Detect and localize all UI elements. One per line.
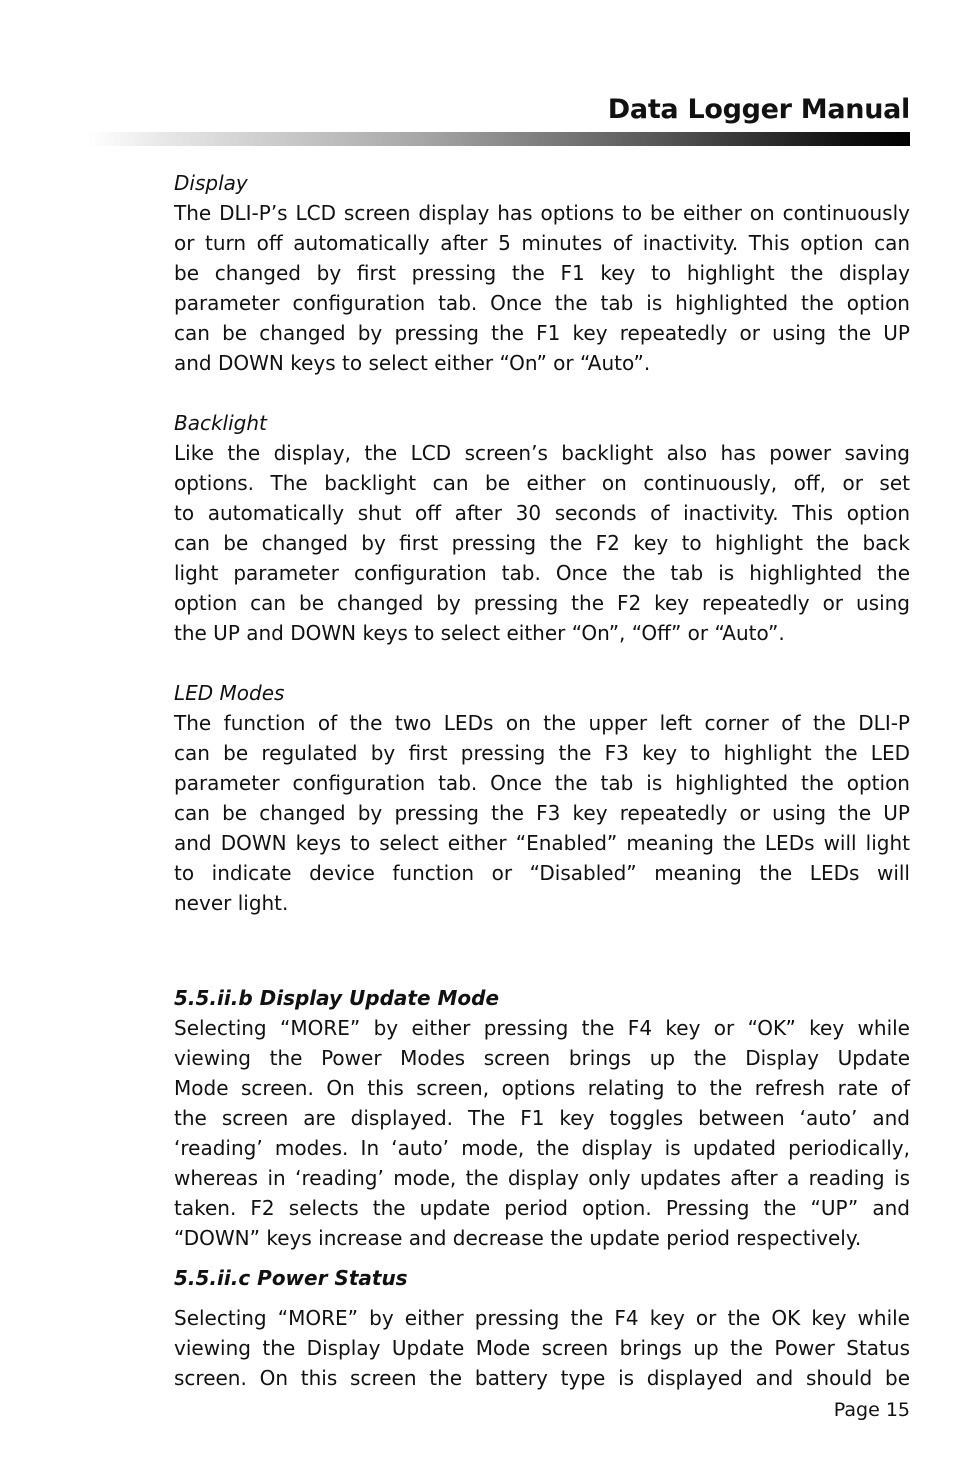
paragraph-line: and DOWN keys to select either “Enabled” meaning the LEDs will light [174, 831, 910, 855]
paragraph-line: light parameter configuration tab. Once the tab is highlighted the [174, 561, 910, 585]
header-gradient-rule [88, 132, 910, 146]
section-spacer [174, 918, 910, 953]
paragraph-line: can be changed by pressing the F3 key repeatedly or using the UP [174, 801, 910, 825]
paragraph-line: parameter configuration tab. Once the tab is highlighted the option [174, 771, 910, 795]
section-paragraph-display [174, 198, 910, 378]
page-number: Page 15 [833, 1399, 910, 1421]
section-heading-led-modes: LED Modes [174, 681, 285, 705]
section-spacer [174, 953, 910, 983]
paragraph-line: options. The backlight can be either on continuously, off, or set [174, 471, 910, 495]
paragraph-line: never light. [174, 891, 289, 915]
paragraph-line: option can be changed by pressing the F2 key repeatedly or using [174, 591, 910, 615]
paragraph-line: can be changed by pressing the F1 key repeatedly or using the UP [174, 321, 910, 345]
section-heading-display: Display [174, 171, 248, 195]
paragraph-line: and DOWN keys to select either “On” or “Auto”. [174, 351, 651, 375]
section-paragraph-display-update-mode [174, 1013, 910, 1253]
section-paragraph-power-status [174, 1303, 910, 1393]
paragraph-line: be changed by first pressing the F1 key to highlight the display [174, 261, 910, 285]
paragraph-line: can be regulated by first pressing the F3 key to highlight the LED [174, 741, 910, 765]
paragraph-line: Like the display, the LCD screen’s backlight also has power saving [174, 441, 910, 465]
section-spacer [174, 1293, 910, 1303]
paragraph-line: or turn off automatically after 5 minutes of inactivity. This option can [174, 231, 910, 255]
paragraph-line: ‘reading’ modes. In ‘auto’ mode, the display is updated periodically, [174, 1136, 910, 1160]
section-spacer [174, 648, 910, 678]
paragraph-line: to indicate device function or “Disabled” meaning the LEDs will [174, 861, 910, 885]
paragraph-line: “DOWN” keys increase and decrease the update period respectively. [174, 1226, 862, 1250]
paragraph-line: can be changed by first pressing the F2 key to highlight the back [174, 531, 910, 555]
paragraph-line: viewing the Display Update Mode screen brings up the Power Status [174, 1336, 910, 1360]
paragraph-line: the UP and DOWN keys to select either “On”, “Off” or “Auto”. [174, 621, 785, 645]
section-heading-power-status: 5.5.ii.c Power Status [174, 1266, 408, 1290]
section-heading-display-update-mode: 5.5.ii.b Display Update Mode [174, 986, 500, 1010]
page-body [174, 168, 910, 1393]
paragraph-line: The DLI-P’s LCD screen display has options to be either on continuously [174, 201, 910, 225]
paragraph-line: parameter configuration tab. Once the tab is highlighted the option [174, 291, 910, 315]
paragraph-line: to automatically shut off after 30 seconds of inactivity. This option [174, 501, 910, 525]
paragraph-line: The function of the two LEDs on the upper left corner of the DLI-P [174, 711, 910, 735]
paragraph-line: Selecting “MORE” by either pressing the F4 key or the OK key while [174, 1306, 910, 1330]
paragraph-line: taken. F2 selects the update period option. Pressing the “UP” and [174, 1196, 910, 1220]
paragraph-line: viewing the Power Modes screen brings up the Display Update [174, 1046, 910, 1070]
section-heading-backlight: Backlight [174, 411, 267, 435]
paragraph-line: the screen are displayed. The F1 key toggles between ‘auto’ and [174, 1106, 910, 1130]
paragraph-line: Mode screen. On this screen, options relating to the refresh rate of [174, 1076, 910, 1100]
page-header-title: Data Logger Manual [607, 94, 910, 125]
section-spacer [174, 378, 910, 408]
section-paragraph-led-modes [174, 708, 910, 918]
paragraph-line: Selecting “MORE” by either pressing the F4 key or “OK” key while [174, 1016, 910, 1040]
section-spacer [174, 1253, 910, 1263]
paragraph-line: screen. On this screen the battery type is displayed and should be [174, 1366, 910, 1390]
paragraph-line: whereas in ‘reading’ mode, the display only updates after a reading is [174, 1166, 910, 1190]
section-paragraph-backlight [174, 438, 910, 648]
